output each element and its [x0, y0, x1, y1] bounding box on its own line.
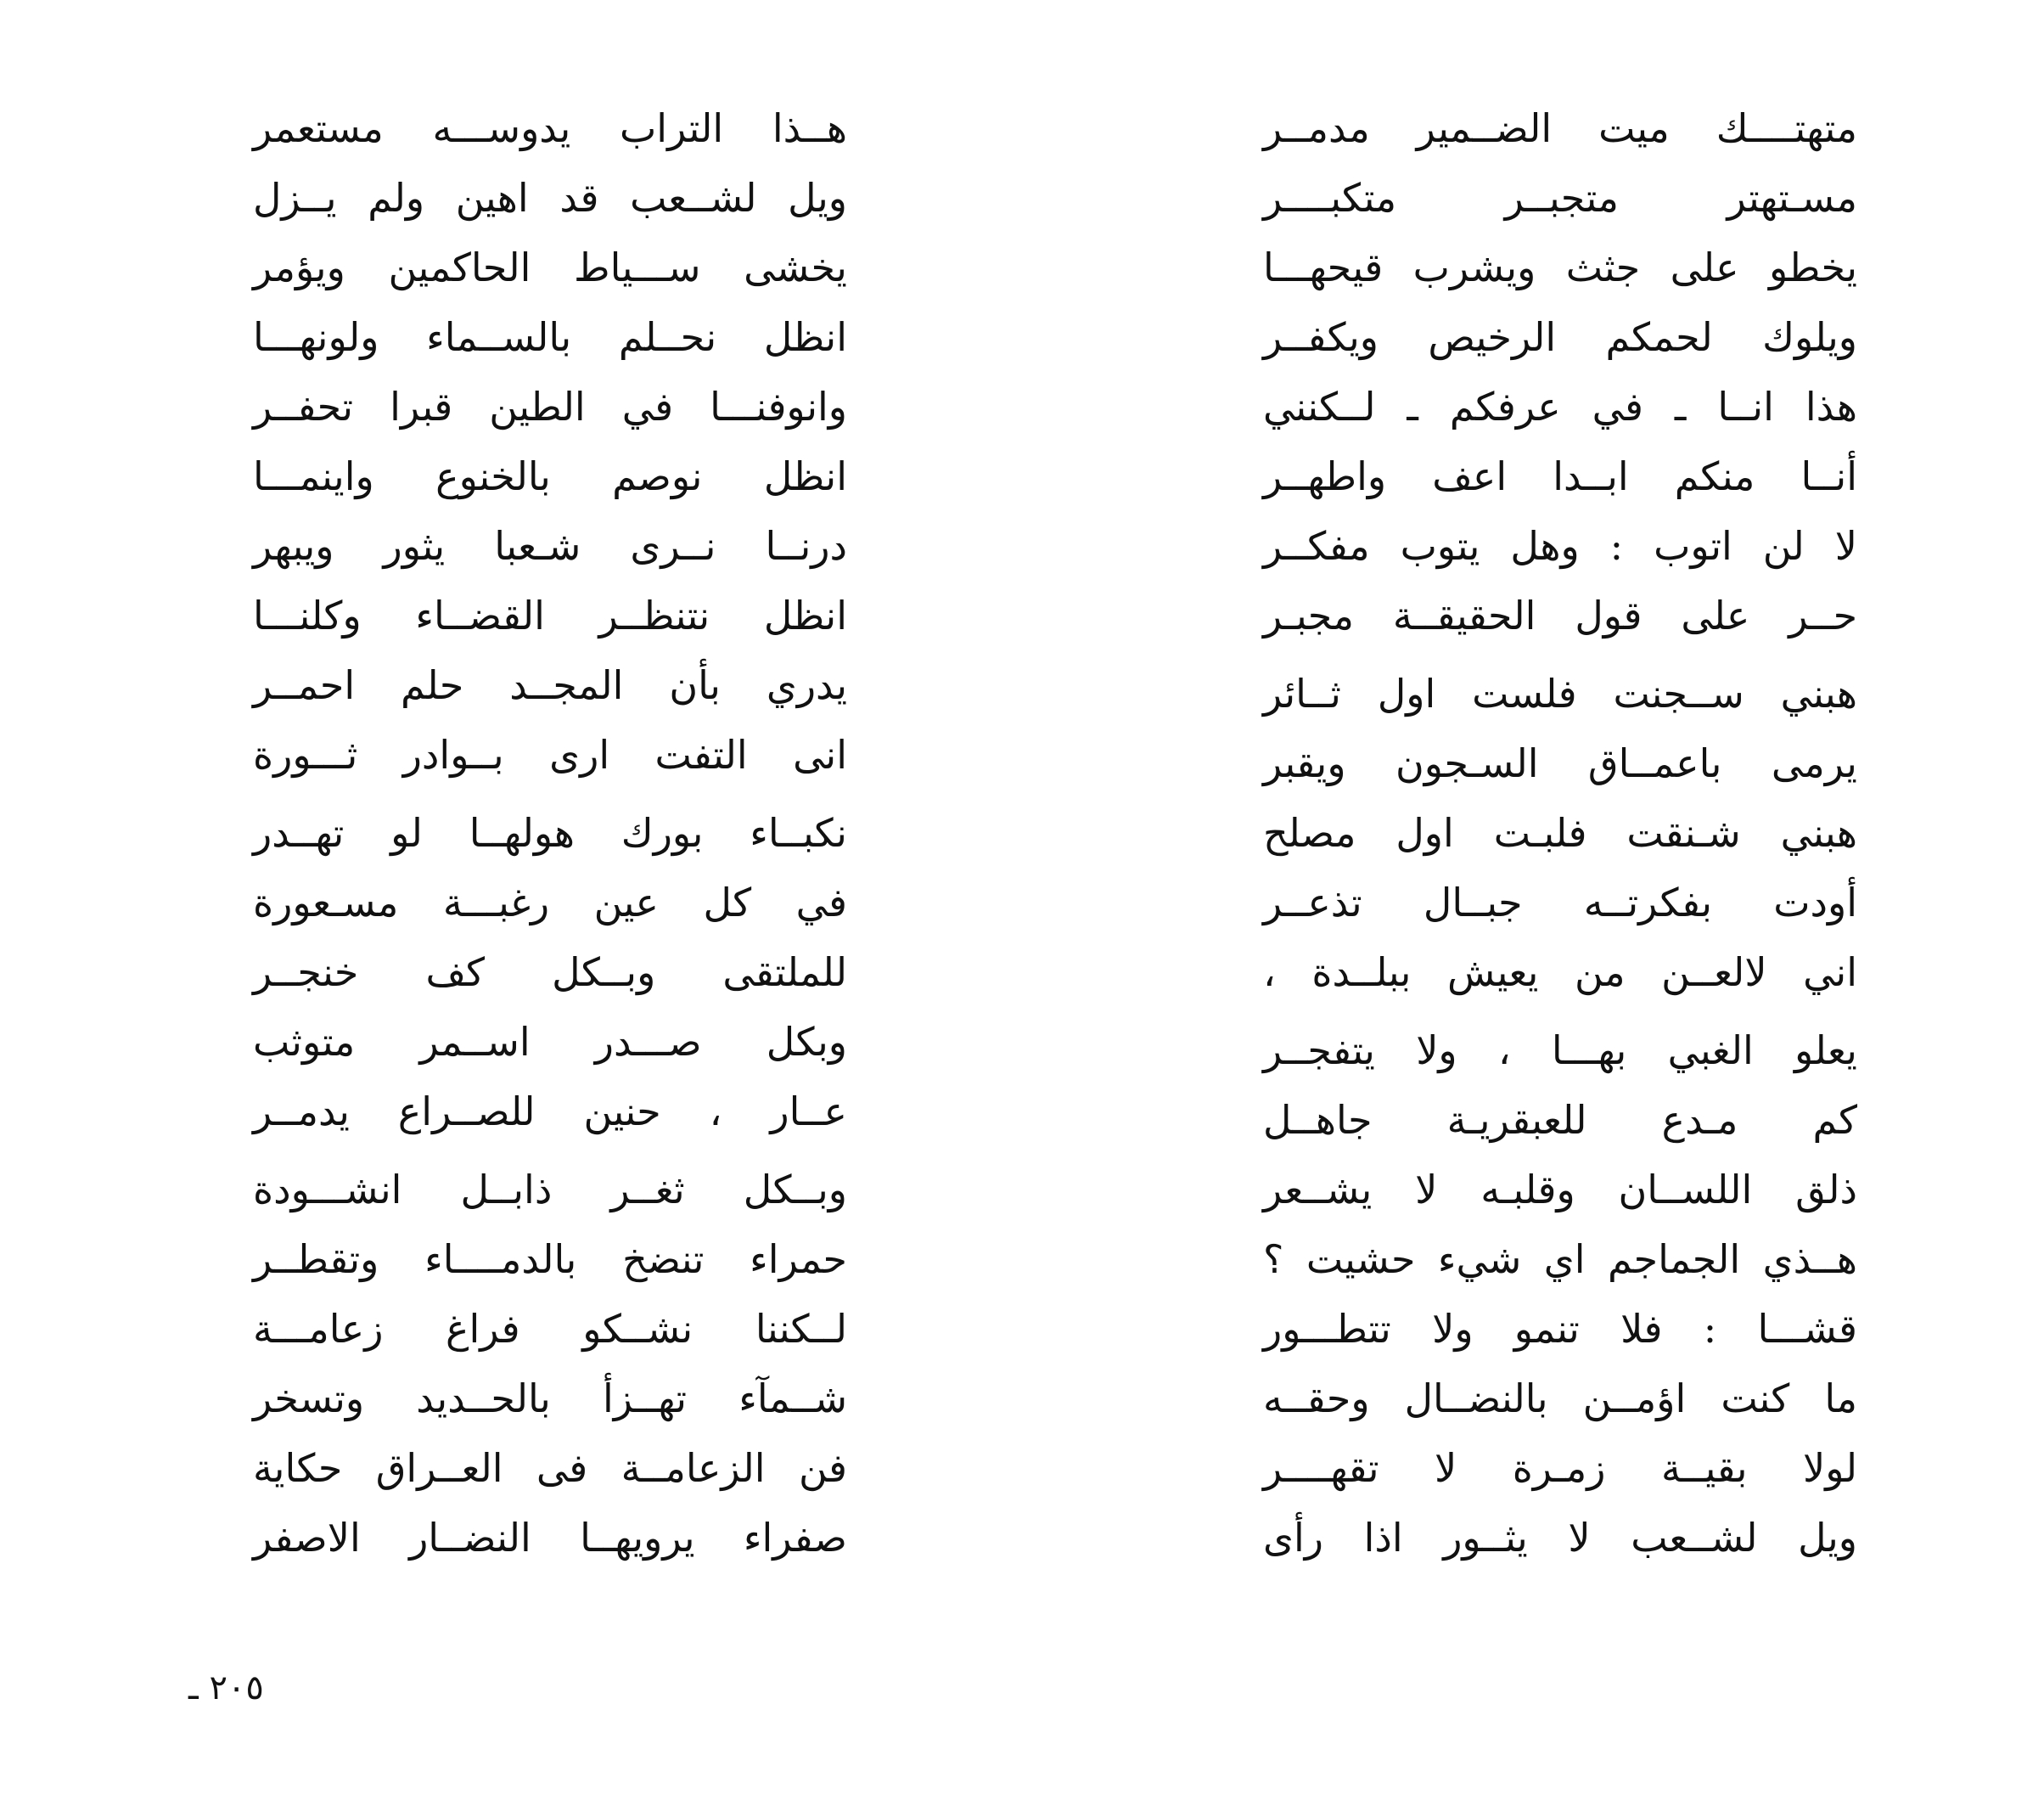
verse-line: هــذي الجماجم اي شيء حشيت ؟ [1263, 1236, 1857, 1282]
verse-line: للملتقى وبــكل كف خنجــر [253, 949, 847, 995]
stanza-gap [253, 790, 847, 798]
verse-line: صفراء يرويهــا النضــار الاصفر [253, 1515, 847, 1561]
poem-column-left [253, 93, 847, 1572]
verse-line: انظل نحــلم بالســماء ولونهـــا [253, 314, 847, 360]
verse-line: اني لالعــن من يعيش ببلــدة ، [1263, 949, 1857, 995]
stanza-gap [1263, 650, 1857, 659]
verse-line: يرمى باعمــاق السـجون ويقبر [1263, 740, 1857, 786]
verse-line: لا لن اتوب : وهل يتوب مفكــر [1263, 523, 1857, 569]
verse-line: حمراء تنضخ بالدمــــاء وتقطــر [253, 1236, 847, 1282]
verse-line: أودت بفكرتــه جبــال تذعــر [1263, 880, 1857, 925]
verse-line: هــذا التراب يدوســـه مستعمر [253, 105, 847, 151]
verse-line: ويل لشــعب لا يثــور اذا رأى [1263, 1515, 1857, 1561]
verse-line: انظل نتنظــر القضــاء وكلنـــا [253, 593, 847, 638]
verse-line: يخطو على جثث ويشرب قيحهـــا [1263, 245, 1857, 290]
stanza-gap [253, 1146, 847, 1155]
verse-line: انى التفت ارى بــوادر ثـــورة [253, 732, 847, 778]
verse-line: انظل نوصم بالخنوع واينمـــا [253, 453, 847, 499]
verse-line: ما كنت اؤمــن بالنضــال وحقــه [1263, 1375, 1857, 1421]
verse-line: أنــا منكم ابــدا اعف واطهــر [1263, 453, 1857, 499]
verse-line: وانوفنـــا في الطين قبرا تحفــر [253, 384, 847, 430]
verse-line: حــر على قول الحقيقــة مجبـر [1263, 593, 1857, 638]
verse-line: نكبــاء بورك هولهــا لو تهــدر [253, 810, 847, 856]
poem-column-right [1263, 93, 1857, 1572]
verse-line: مسـتهتر متجبــر متكبــــر [1263, 175, 1857, 221]
verse-line: في كل عين رغبـــة مسـعورة [253, 880, 847, 925]
verse-line: فن الزعامــة فى العــراق حكاية [253, 1445, 847, 1491]
verse-line: هبني شـنقت فلبـت اول مصلح [1263, 810, 1857, 856]
verse-line: وبكل صـــدر اســمر متوثب [253, 1019, 847, 1065]
verse-line: لولا بقيــة زمـرة لا تقهــــر [1263, 1445, 1857, 1491]
verse-line: متهتــــك ميت الضــمير مدمــر [1263, 105, 1857, 151]
stanza-gap [1263, 1007, 1857, 1015]
verse-line: يدري بأن المجــد حلم احمــر [253, 662, 847, 708]
verse-line: يخشى ســـياط الحاكمين ويؤمر [253, 245, 847, 290]
verse-line: شــمآء تهــزأ بالحــديد وتسخر [253, 1375, 847, 1421]
verse-line: ويل لشــعب قد اهين ولم يــزل [253, 175, 847, 221]
verse-line: لــكننا نشــكو فراغ زعامـــة [253, 1306, 847, 1352]
verse-line: كم مـدع للعبقريـة جاهــل [1263, 1097, 1857, 1143]
verse-line: ذلق اللســان وقلبـه لا يشــعر [1263, 1167, 1857, 1212]
page-number: ٢٠٥ ـ [188, 1668, 264, 1707]
verse-line: عــار ، حنين للصــراع يدمــر [253, 1088, 847, 1134]
verse-line: قشـــا : فلا تنمو ولا تتطـــور [1263, 1306, 1857, 1352]
verse-line: هبني ســجنت فلست اول ثــائر [1263, 671, 1857, 717]
verse-line: ويلوك لحمكم الرخيص ويكفــر [1263, 314, 1857, 360]
verse-line: يعلو الغبي بهـــا ، ولا يتفجــر [1263, 1027, 1857, 1073]
verse-line: هذا انــا ـ في عرفكم ـ لــكنني [1263, 384, 1857, 430]
verse-line: وبــكل ثغــر ذابــل انشـــودة [253, 1167, 847, 1212]
verse-line: درنــا نــرى شـعبا يثور ويبهر [253, 523, 847, 569]
